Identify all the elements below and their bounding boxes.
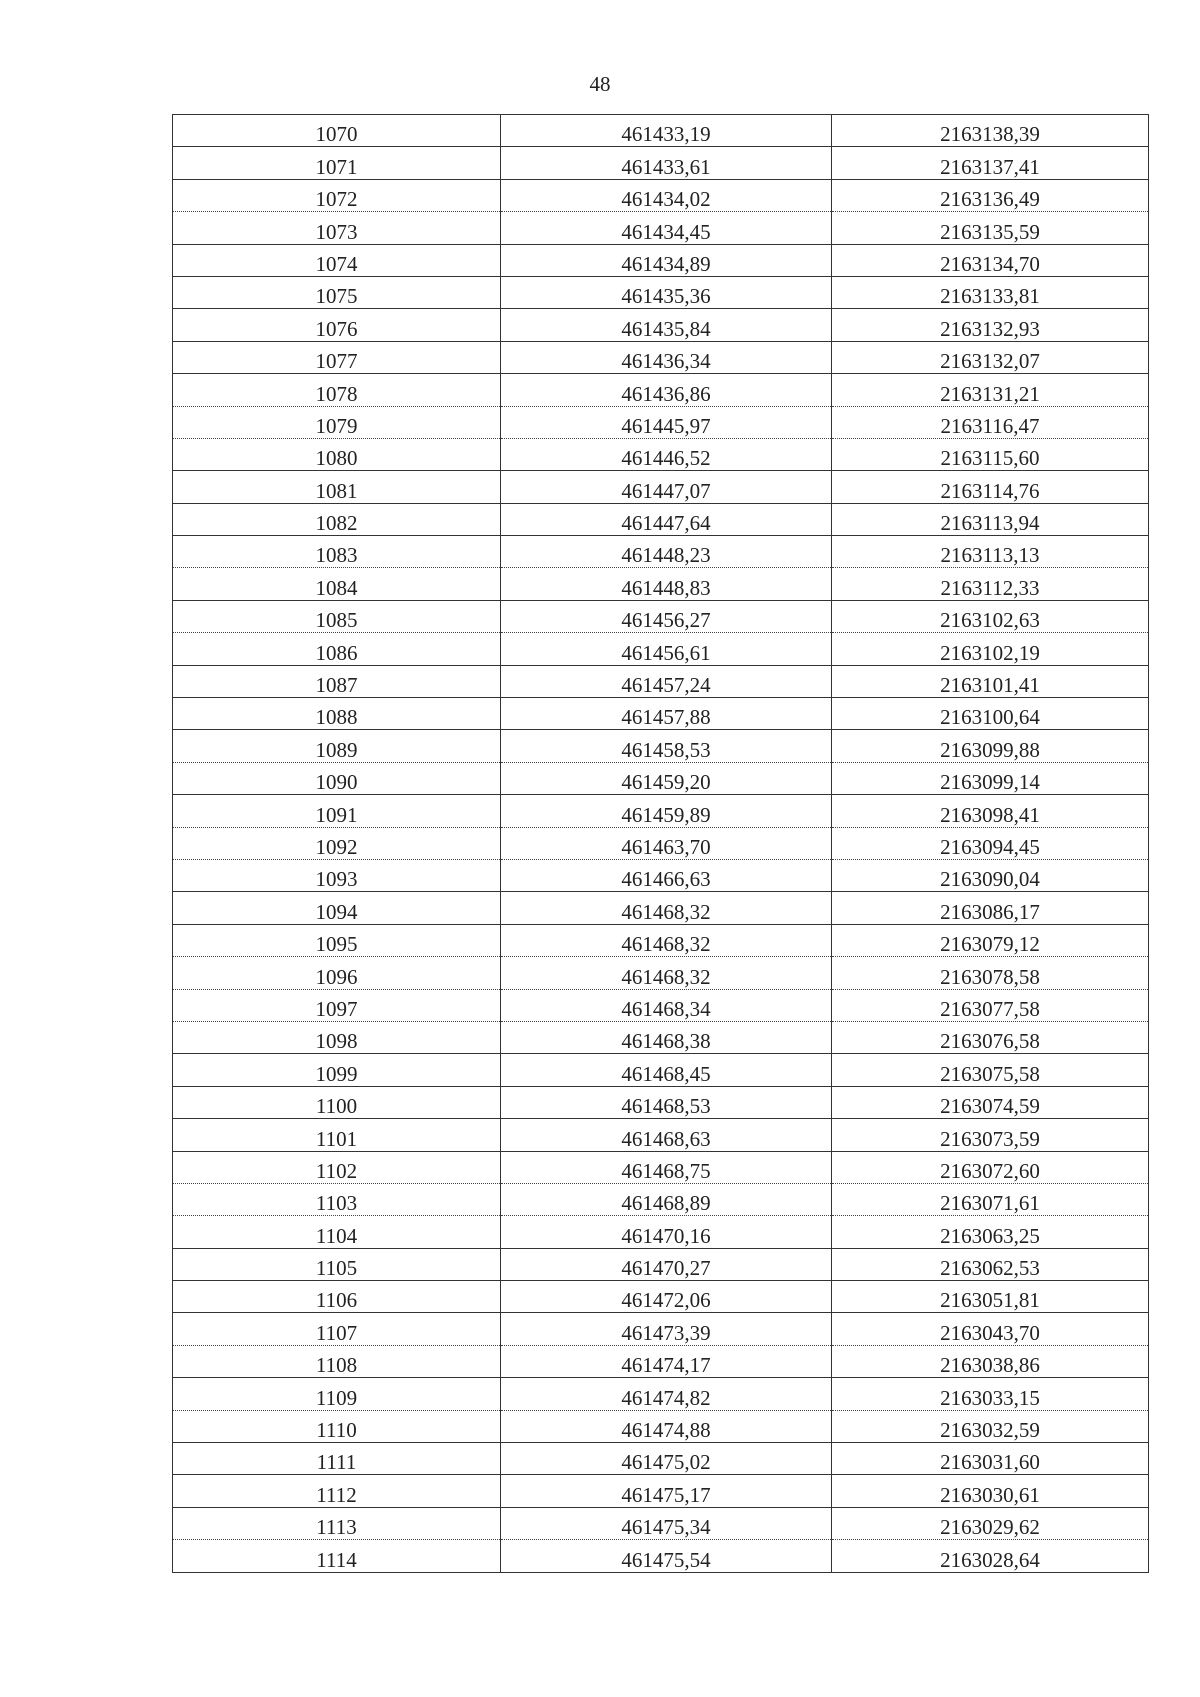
x-coordinate-cell: 461457,88 [501,698,832,730]
table-row [173,536,1149,568]
y-coordinate-cell: 2163112,33 [832,568,1149,600]
x-coordinate-cell: 461468,75 [501,1151,832,1183]
table-row [173,762,1149,794]
table-row [173,1151,1149,1183]
table-row [173,698,1149,730]
x-coordinate-cell: 461470,16 [501,1216,832,1248]
y-coordinate-cell: 2163133,81 [832,276,1149,308]
table-row [173,1086,1149,1118]
table-row [173,309,1149,341]
y-coordinate-cell: 2163031,60 [832,1443,1149,1475]
x-coordinate-cell: 461434,89 [501,244,832,276]
table-row [173,147,1149,179]
y-coordinate-cell: 2163094,45 [832,827,1149,859]
table-row [173,795,1149,827]
y-coordinate-cell: 2163102,63 [832,600,1149,632]
point-number-cell: 1095 [173,924,501,956]
table-row [173,1183,1149,1215]
coordinates-table [172,114,1149,1573]
point-number-cell: 1083 [173,536,501,568]
y-coordinate-cell: 2163032,59 [832,1410,1149,1442]
table-row [173,1378,1149,1410]
x-coordinate-cell: 461468,63 [501,1119,832,1151]
coordinates-table-body [173,115,1149,1573]
y-coordinate-cell: 2163078,58 [832,957,1149,989]
point-number-cell: 1070 [173,115,501,147]
table-row [173,438,1149,470]
point-number-cell: 1105 [173,1248,501,1280]
table-row [173,859,1149,891]
x-coordinate-cell: 461475,34 [501,1507,832,1539]
table-row [173,1054,1149,1086]
y-coordinate-cell: 2163062,53 [832,1248,1149,1280]
x-coordinate-cell: 461445,97 [501,406,832,438]
y-coordinate-cell: 2163135,59 [832,212,1149,244]
point-number-cell: 1111 [173,1443,501,1475]
table-row [173,1475,1149,1507]
x-coordinate-cell: 461475,02 [501,1443,832,1475]
point-number-cell: 1102 [173,1151,501,1183]
x-coordinate-cell: 461459,89 [501,795,832,827]
table-row [173,1119,1149,1151]
point-number-cell: 1114 [173,1540,501,1572]
point-number-cell: 1113 [173,1507,501,1539]
y-coordinate-cell: 2163086,17 [832,892,1149,924]
y-coordinate-cell: 2163113,13 [832,536,1149,568]
point-number-cell: 1073 [173,212,501,244]
point-number-cell: 1081 [173,471,501,503]
y-coordinate-cell: 2163137,41 [832,147,1149,179]
y-coordinate-cell: 2163100,64 [832,698,1149,730]
table-row [173,471,1149,503]
page-number: 48 [589,72,611,96]
y-coordinate-cell: 2163074,59 [832,1086,1149,1118]
x-coordinate-cell: 461466,63 [501,859,832,891]
point-number-cell: 1101 [173,1119,501,1151]
x-coordinate-cell: 461468,53 [501,1086,832,1118]
point-number-cell: 1076 [173,309,501,341]
point-number-cell: 1090 [173,762,501,794]
table-row [173,1248,1149,1280]
point-number-cell: 1075 [173,276,501,308]
point-number-cell: 1088 [173,698,501,730]
x-coordinate-cell: 461434,02 [501,179,832,211]
point-number-cell: 1084 [173,568,501,600]
point-number-cell: 1107 [173,1313,501,1345]
point-number-cell: 1079 [173,406,501,438]
table-row [173,341,1149,373]
y-coordinate-cell: 2163136,49 [832,179,1149,211]
table-row [173,892,1149,924]
table-row [173,600,1149,632]
y-coordinate-cell: 2163043,70 [832,1313,1149,1345]
y-coordinate-cell: 2163113,94 [832,503,1149,535]
y-coordinate-cell: 2163033,15 [832,1378,1149,1410]
table-row [173,633,1149,665]
point-number-cell: 1082 [173,503,501,535]
point-number-cell: 1108 [173,1345,501,1377]
y-coordinate-cell: 2163114,76 [832,471,1149,503]
point-number-cell: 1077 [173,341,501,373]
x-coordinate-cell: 461468,32 [501,957,832,989]
x-coordinate-cell: 461468,32 [501,924,832,956]
y-coordinate-cell: 2163076,58 [832,1021,1149,1053]
table-row [173,568,1149,600]
point-number-cell: 1106 [173,1281,501,1313]
x-coordinate-cell: 461468,32 [501,892,832,924]
x-coordinate-cell: 461463,70 [501,827,832,859]
y-coordinate-cell: 2163071,61 [832,1183,1149,1215]
point-number-cell: 1080 [173,438,501,470]
x-coordinate-cell: 461447,07 [501,471,832,503]
x-coordinate-cell: 461459,20 [501,762,832,794]
table-row [173,1410,1149,1442]
y-coordinate-cell: 2163073,59 [832,1119,1149,1151]
x-coordinate-cell: 461468,34 [501,989,832,1021]
y-coordinate-cell: 2163138,39 [832,115,1149,147]
x-coordinate-cell: 461456,27 [501,600,832,632]
y-coordinate-cell: 2163030,61 [832,1475,1149,1507]
x-coordinate-cell: 461433,61 [501,147,832,179]
y-coordinate-cell: 2163099,14 [832,762,1149,794]
y-coordinate-cell: 2163029,62 [832,1507,1149,1539]
point-number-cell: 1109 [173,1378,501,1410]
y-coordinate-cell: 2163063,25 [832,1216,1149,1248]
x-coordinate-cell: 461475,17 [501,1475,832,1507]
point-number-cell: 1098 [173,1021,501,1053]
point-number-cell: 1085 [173,600,501,632]
y-coordinate-cell: 2163101,41 [832,665,1149,697]
x-coordinate-cell: 461470,27 [501,1248,832,1280]
y-coordinate-cell: 2163099,88 [832,730,1149,762]
point-number-cell: 1100 [173,1086,501,1118]
table-row [173,957,1149,989]
y-coordinate-cell: 2163134,70 [832,244,1149,276]
point-number-cell: 1110 [173,1410,501,1442]
point-number-cell: 1089 [173,730,501,762]
y-coordinate-cell: 2163079,12 [832,924,1149,956]
y-coordinate-cell: 2163072,60 [832,1151,1149,1183]
y-coordinate-cell: 2163102,19 [832,633,1149,665]
x-coordinate-cell: 461474,17 [501,1345,832,1377]
table-row [173,276,1149,308]
x-coordinate-cell: 461457,24 [501,665,832,697]
table-row [173,503,1149,535]
table-row [173,665,1149,697]
point-number-cell: 1086 [173,633,501,665]
table-row [173,406,1149,438]
table-row [173,212,1149,244]
table-row [173,1345,1149,1377]
y-coordinate-cell: 2163132,93 [832,309,1149,341]
x-coordinate-cell: 461434,45 [501,212,832,244]
table-row [173,827,1149,859]
table-row [173,374,1149,406]
x-coordinate-cell: 461456,61 [501,633,832,665]
x-coordinate-cell: 461433,19 [501,115,832,147]
table-row [173,989,1149,1021]
point-number-cell: 1092 [173,827,501,859]
point-number-cell: 1071 [173,147,501,179]
x-coordinate-cell: 461436,86 [501,374,832,406]
point-number-cell: 1091 [173,795,501,827]
x-coordinate-cell: 461468,38 [501,1021,832,1053]
point-number-cell: 1099 [173,1054,501,1086]
x-coordinate-cell: 461446,52 [501,438,832,470]
y-coordinate-cell: 2163090,04 [832,859,1149,891]
x-coordinate-cell: 461468,45 [501,1054,832,1086]
x-coordinate-cell: 461468,89 [501,1183,832,1215]
table-row [173,1281,1149,1313]
table-row [173,1507,1149,1539]
x-coordinate-cell: 461435,36 [501,276,832,308]
x-coordinate-cell: 461447,64 [501,503,832,535]
y-coordinate-cell: 2163038,86 [832,1345,1149,1377]
point-number-cell: 1103 [173,1183,501,1215]
y-coordinate-cell: 2163131,21 [832,374,1149,406]
table-row [173,1021,1149,1053]
x-coordinate-cell: 461448,83 [501,568,832,600]
table-row [173,115,1149,147]
y-coordinate-cell: 2163075,58 [832,1054,1149,1086]
x-coordinate-cell: 461448,23 [501,536,832,568]
table-row [173,1313,1149,1345]
x-coordinate-cell: 461474,88 [501,1410,832,1442]
point-number-cell: 1078 [173,374,501,406]
y-coordinate-cell: 2163028,64 [832,1540,1149,1572]
y-coordinate-cell: 2163116,47 [832,406,1149,438]
point-number-cell: 1087 [173,665,501,697]
x-coordinate-cell: 461472,06 [501,1281,832,1313]
y-coordinate-cell: 2163098,41 [832,795,1149,827]
y-coordinate-cell: 2163077,58 [832,989,1149,1021]
y-coordinate-cell: 2163132,07 [832,341,1149,373]
point-number-cell: 1093 [173,859,501,891]
point-number-cell: 1104 [173,1216,501,1248]
table-row [173,924,1149,956]
x-coordinate-cell: 461436,34 [501,341,832,373]
x-coordinate-cell: 461458,53 [501,730,832,762]
x-coordinate-cell: 461435,84 [501,309,832,341]
point-number-cell: 1072 [173,179,501,211]
x-coordinate-cell: 461473,39 [501,1313,832,1345]
x-coordinate-cell: 461475,54 [501,1540,832,1572]
table-row [173,1540,1149,1572]
table-row [173,730,1149,762]
point-number-cell: 1112 [173,1475,501,1507]
point-number-cell: 1097 [173,989,501,1021]
x-coordinate-cell: 461474,82 [501,1378,832,1410]
point-number-cell: 1094 [173,892,501,924]
point-number-cell: 1074 [173,244,501,276]
table-row [173,244,1149,276]
table-row [173,1216,1149,1248]
y-coordinate-cell: 2163051,81 [832,1281,1149,1313]
point-number-cell: 1096 [173,957,501,989]
table-row [173,179,1149,211]
y-coordinate-cell: 2163115,60 [832,438,1149,470]
table-row [173,1443,1149,1475]
